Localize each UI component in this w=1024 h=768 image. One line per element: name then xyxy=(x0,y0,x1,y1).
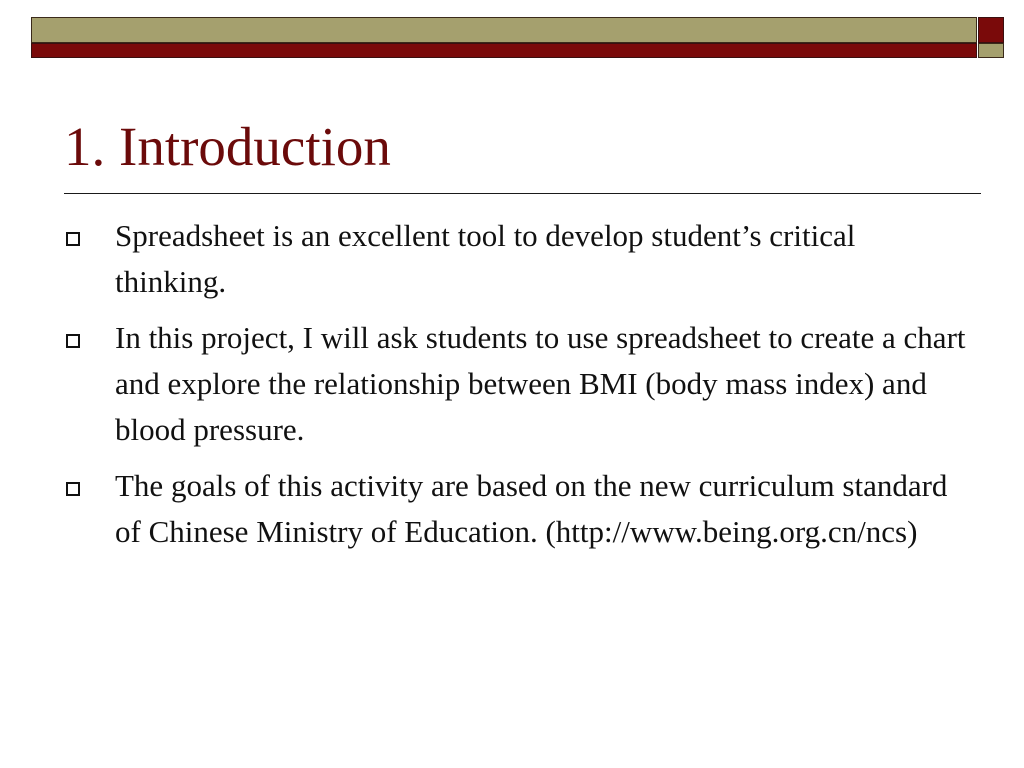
header-band-maroon xyxy=(31,43,977,58)
hollow-square-bullet-icon xyxy=(66,334,80,348)
hollow-square-bullet-icon xyxy=(66,482,80,496)
hollow-square-bullet-icon xyxy=(66,232,80,246)
bullet-item xyxy=(66,213,966,305)
header-corner-olive-square xyxy=(978,43,1004,58)
bullet-item xyxy=(66,463,966,555)
bullet-text: Spreadsheet is an excellent tool to develop student’s critical thinking. xyxy=(115,218,856,299)
bullet-text: In this project, I will ask students to use spreadsheet to create a chart and explore the relationship between BMI (body mass index) and blood pressure. xyxy=(115,320,966,447)
bullet-item xyxy=(66,315,966,453)
header-band-olive xyxy=(31,17,977,43)
slide-title: 1. Introduction xyxy=(64,116,391,177)
bullet-list xyxy=(66,213,966,565)
bullet-text: The goals of this activity are based on the new curriculum standard of Chinese Ministry of Education. (http://www.being.org.cn/ncs) xyxy=(115,468,948,549)
title-divider xyxy=(64,193,981,194)
header-corner-maroon-square xyxy=(978,17,1004,43)
